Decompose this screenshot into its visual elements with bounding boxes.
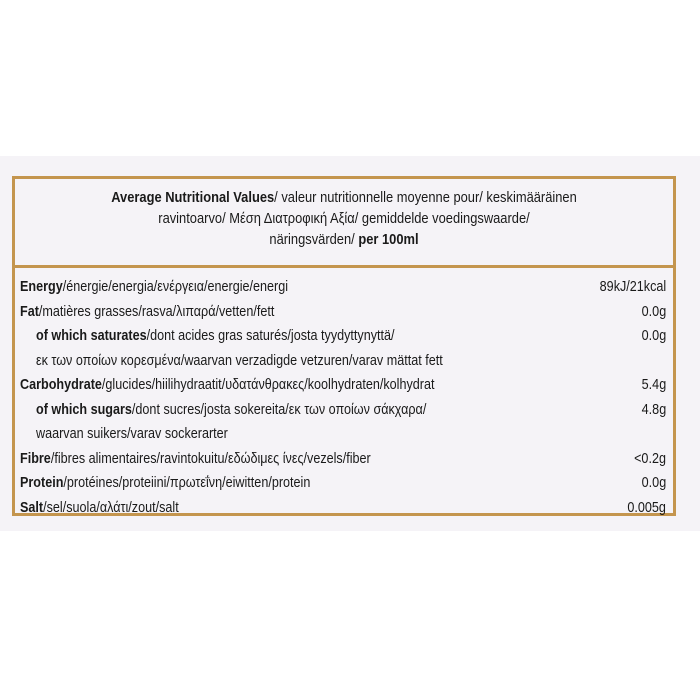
header-line-3-start: näringsvärden/ <box>269 231 359 248</box>
nutrient-translations: /dont acides gras saturés/josta tyydyttynyttä/ <box>146 327 395 344</box>
row-saturates-continued <box>20 349 666 374</box>
nutrient-name: Salt <box>20 498 44 516</box>
nutrient-name: Protein <box>20 474 64 491</box>
nutrient-name: Energy <box>20 278 63 295</box>
row-sugars <box>20 398 666 423</box>
row-protein <box>20 471 666 496</box>
nutrient-name: Fibre <box>20 449 51 467</box>
row-saturates <box>20 324 666 349</box>
nutrient-translations: εκ των οποίων κορεσμένα/waarvan verzadigde vetzuren/varav mättat fett <box>36 351 443 369</box>
row-sugars-continued <box>20 422 666 447</box>
nutrient-value: 5.4g <box>641 376 666 393</box>
row-fibre <box>20 447 666 472</box>
nutrient-value: 0.0g <box>641 327 666 344</box>
nutrient-translations: /fibres alimentaires/ravintokuitu/εδώδιμες ίνες/vezels/fiber <box>50 449 371 467</box>
header-line-1-rest: / valeur nutritionnelle moyenne pour/ keskimääräinen <box>274 189 577 206</box>
row-fat <box>20 300 666 325</box>
table-header <box>61 179 627 265</box>
nutrient-value: 4.8g <box>641 400 666 418</box>
nutrient-value: 0.005g <box>627 498 666 516</box>
nutrient-translations: /glucides/hiilihydraatit/υδατάνθρακες/koolhydraten/kolhydrat <box>101 376 435 393</box>
nutrient-name: Carbohydrate <box>20 376 102 393</box>
nutrient-translations: /énergie/energia/ενέργεια/energie/energi <box>62 278 289 295</box>
nutrient-value: 89kJ/21kcal <box>599 278 666 295</box>
nutrient-value: 0.0g <box>641 474 666 491</box>
nutrient-translations: /matières grasses/rasva/λιπαρά/vetten/fett <box>38 302 275 320</box>
nutrient-rows <box>20 275 666 520</box>
nutrient-name: of which saturates <box>36 327 147 344</box>
nutrition-table <box>12 176 676 516</box>
header-line-3 <box>61 229 627 250</box>
nutrient-translations: /protéines/proteiini/πρωτεΐνη/eiwitten/protein <box>63 474 311 491</box>
nutrient-name: Fat <box>20 302 39 320</box>
header-line-1 <box>61 187 627 208</box>
nutrient-value: 0.0g <box>641 302 666 320</box>
nutrient-name: of which sugars <box>36 400 132 418</box>
row-carbohydrate <box>20 373 666 398</box>
row-salt <box>20 496 666 521</box>
nutrient-value: <0.2g <box>634 449 666 467</box>
nutrient-translations: waarvan suikers/varav sockerarter <box>36 425 228 442</box>
header-divider <box>15 265 673 268</box>
header-line-2: ravintoarvo/ Μέση Διατροφική Αξία/ gemiddelde voedingswaarde/ <box>158 210 530 227</box>
per-100ml-label: per 100ml <box>358 231 419 248</box>
nutrient-translations: /dont sucres/josta sokereita/εκ των οποίων σάκχαρα/ <box>131 400 427 418</box>
row-energy <box>20 275 666 300</box>
header-title: Average Nutritional Values <box>111 189 275 206</box>
nutrient-translations: /sel/suola/αλάτι/zout/salt <box>43 498 179 516</box>
